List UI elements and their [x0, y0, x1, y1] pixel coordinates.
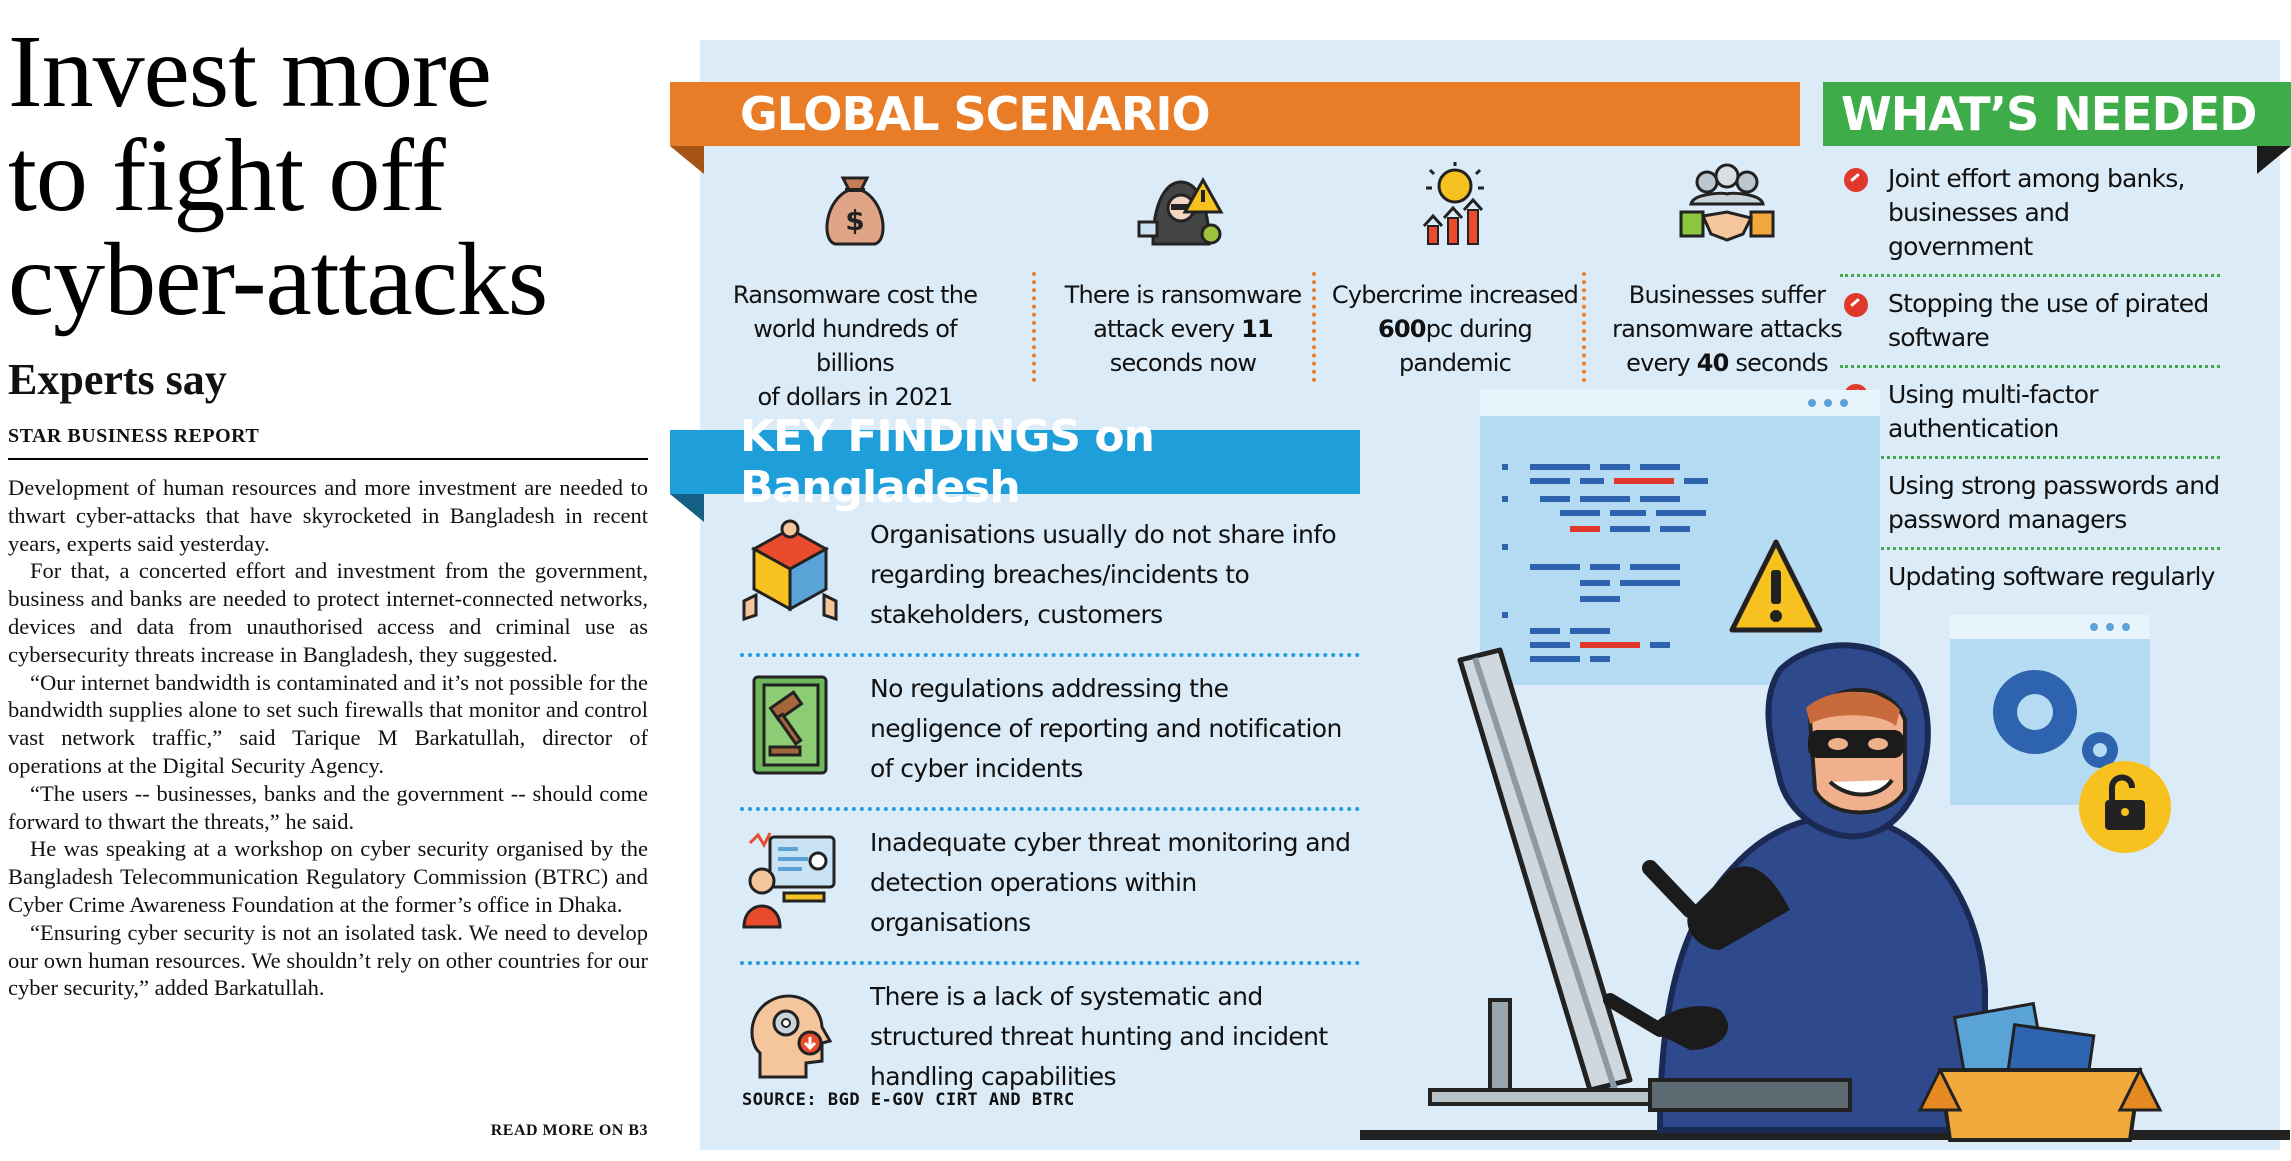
stat-text	[1048, 278, 1318, 380]
stat-text	[1592, 278, 1862, 380]
key-findings-list	[740, 515, 1360, 1127]
file-box-icon	[1920, 1004, 2160, 1140]
byline-divider	[8, 458, 648, 460]
handshake-team-icon	[1677, 160, 1777, 250]
headline-line-2: to fight off	[8, 118, 445, 233]
stat-text	[720, 278, 990, 414]
banner-fold	[670, 494, 704, 522]
stat-line: Ransomware cost the	[732, 281, 978, 309]
growth-chart-icon	[1410, 160, 1500, 250]
monitoring-operator-icon	[740, 823, 840, 933]
banner-fold	[2257, 146, 2291, 174]
stat-attack-frequency	[1048, 160, 1318, 390]
headline	[8, 14, 648, 337]
paragraph: “Our internet bandwidth is contaminated and it’s not possible for the bandwidth supplies alone to set such firewalls that monitor and control vast network traffic,” said Tarique M Barkatullah, director of operations at the Digital Security Agency.	[8, 669, 648, 778]
stat-line: ransomware attacks	[1612, 315, 1842, 343]
stat-line: of dollars in 2021	[757, 383, 953, 411]
list-item-text: Stopping the use of pirated software	[1888, 289, 2209, 352]
stat-line: attack every	[1093, 315, 1242, 343]
stat-line: every	[1626, 349, 1697, 377]
keyboard-icon	[1650, 1080, 1850, 1110]
finding-text: Inadequate cyber threat monitoring and detection operations within organisations	[870, 828, 1351, 937]
stat-highlight: 40	[1696, 349, 1729, 377]
read-more-link[interactable]: READ MORE ON B3	[490, 1122, 648, 1139]
law-book-icon	[740, 669, 840, 779]
list-item-text: Updating software regularly	[1888, 562, 2215, 591]
headline-line-1: Invest more	[8, 14, 491, 129]
divider-dots	[1032, 272, 1036, 382]
stat-line: pandemic	[1399, 349, 1511, 377]
finding-item	[740, 669, 1360, 811]
paragraph: “The users -- businesses, banks and the government -- should come forward to thwart the threats,” he said.	[8, 780, 648, 834]
subheadline: Experts say	[8, 355, 227, 404]
hacker-illustration	[1360, 390, 2290, 1160]
divider-dots	[1312, 272, 1316, 382]
data-sharing-icon	[740, 515, 840, 625]
divider-dots	[1582, 272, 1586, 382]
padlock-icon	[2079, 761, 2171, 853]
headline-line-3: cyber-attacks	[8, 222, 548, 337]
stat-line: world hundreds of billions	[753, 315, 957, 377]
article-body	[8, 474, 648, 1002]
arrow-bullet-icon	[1844, 168, 1868, 192]
list-item-text: Using multi-factor authentication	[1888, 380, 2098, 443]
key-findings-banner: KEY FINDINGS on Bangladesh	[670, 430, 1360, 494]
paragraph: “Ensuring cyber security is not an isolated task. We need to develop our own human resources. We shouldn’t rely on other countries for our cyber security,” added Barkatullah.	[8, 919, 648, 1001]
hacker-warning-icon	[1133, 160, 1233, 250]
list-item	[1840, 162, 2220, 277]
stat-line: pc during	[1425, 315, 1532, 343]
whats-needed-banner: WHAT’S NEEDED	[1823, 82, 2291, 146]
source-note: SOURCE: BGD E-GOV CIRT AND BTRC	[742, 1090, 1075, 1110]
stat-cybercrime-increase	[1320, 160, 1590, 390]
news-article	[8, 14, 648, 1160]
finding-item	[740, 823, 1360, 965]
stat-highlight: 11	[1241, 315, 1273, 343]
stat-business-attacks	[1592, 160, 1862, 390]
hacker-figure	[1610, 645, 1985, 1130]
global-scenario-banner: GLOBAL SCENARIO	[670, 82, 1800, 146]
paragraph: Development of human resources and more investment are needed to thwart cyber-attacks that have skyrocketed in Bangladesh in recent years, experts said yesterday.	[8, 475, 648, 556]
global-stats	[720, 160, 1842, 411]
stat-text	[1320, 278, 1590, 380]
byline: STAR BUSINESS REPORT	[8, 425, 260, 447]
arrow-bullet-icon	[1844, 293, 1868, 317]
code-window-icon	[1480, 390, 1880, 685]
head-gear-icon	[740, 977, 840, 1087]
paragraph: He was speaking at a workshop on cyber security organised by the Bangladesh Telecommunication Regulatory Commission (BTRC) and Cyber Crime Awareness Foundation at the former’s office in Dhaka.	[8, 836, 648, 917]
paragraph: For that, a concerted effort and investment from the government, business and banks are needed to protect internet-connected networks, devices and data from unauthorised access and criminal use as cybersecurity threats increase in Bangladesh, they suggested.	[8, 558, 648, 667]
finding-text: No regulations addressing the negligence of reporting and notification of cyber incidents	[870, 674, 1342, 783]
list-item-text: Joint effort among banks, businesses and government	[1888, 164, 2185, 261]
stat-line: Cybercrime increased	[1331, 281, 1579, 309]
stat-highlight: 600	[1378, 315, 1426, 343]
stat-ransomware-cost	[720, 160, 990, 411]
money-bag-icon	[815, 160, 895, 250]
list-item-text: Using strong passwords and password managers	[1888, 471, 2220, 534]
stat-line: Businesses suffer	[1628, 281, 1826, 309]
finding-text: Organisations usually do not share info regarding breaches/incidents to stakeholders, customers	[870, 520, 1337, 629]
banner-fold	[670, 146, 704, 174]
svg-text:$: $	[845, 204, 865, 237]
list-item	[1840, 287, 2220, 368]
finding-item	[740, 515, 1360, 657]
stat-line: seconds now	[1109, 349, 1257, 377]
stat-line: There is ransomware	[1064, 281, 1302, 309]
finding-text: There is a lack of systematic and structured threat hunting and incident handling capabilities	[870, 982, 1328, 1091]
stat-line: seconds	[1728, 349, 1828, 377]
